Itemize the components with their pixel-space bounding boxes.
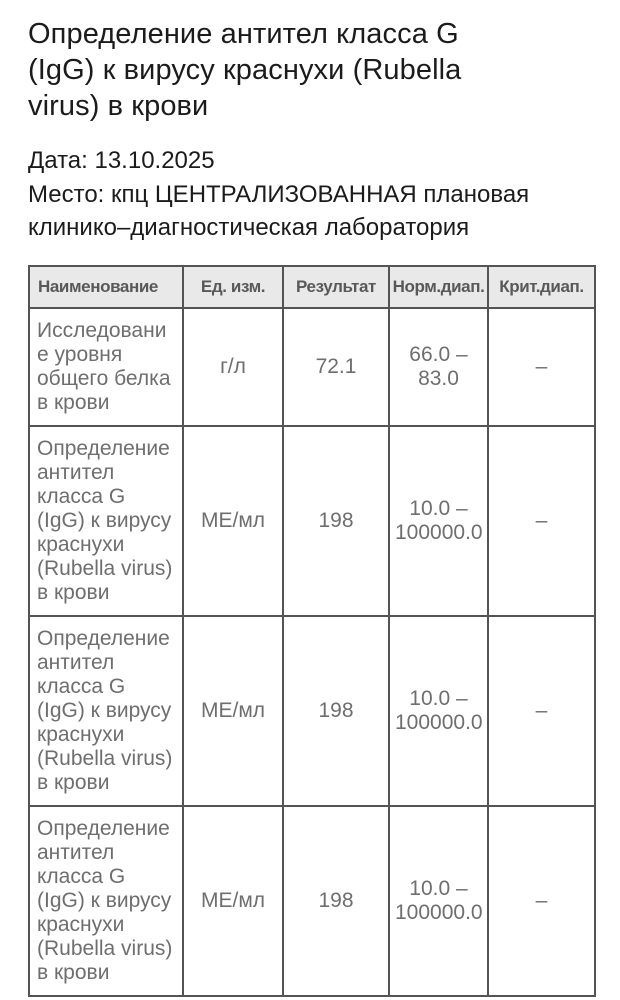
cell-crit-range: –: [488, 308, 595, 426]
cell-name: Определение антител класса G (IgG) к вирусу краснухи (Rubella virus) в крови: [29, 426, 183, 616]
cell-result: 198: [283, 616, 389, 806]
header-norm-range: Норм.диап.: [389, 266, 488, 308]
cell-norm-range: 66.0 – 83.0: [389, 308, 488, 426]
cell-result: 198: [283, 806, 389, 996]
report-meta: [28, 144, 594, 244]
cell-unit: МЕ/мл: [183, 426, 283, 616]
cell-name: Определение антител класса G (IgG) к вирусу краснухи (Rubella virus) в крови: [29, 806, 183, 996]
cell-crit-range: –: [488, 806, 595, 996]
header-crit-range: Крит.диап.: [488, 266, 595, 308]
header-name: Наименование: [29, 266, 183, 308]
cell-crit-range: –: [488, 426, 595, 616]
table-row: [29, 308, 595, 426]
cell-crit-range: –: [488, 616, 595, 806]
cell-name: Определение антител класса G (IgG) к вирусу краснухи (Rubella virus) в крови: [29, 616, 183, 806]
page-title: Определение антител класса G (IgG) к вирусу краснухи (Rubella virus) в крови: [28, 18, 462, 122]
cell-result: 72.1: [283, 308, 389, 426]
report-date: Дата: 13.10.2025: [28, 147, 215, 174]
cell-unit: МЕ/мл: [183, 806, 283, 996]
report-place: Место: кпц ЦЕНТРАЛИЗОВАННАЯ плановая клинико–диагностическая лаборатория: [28, 181, 530, 241]
table-row: [29, 616, 595, 806]
table-header-row: [29, 266, 595, 308]
header-result: Результат: [283, 266, 389, 308]
cell-result: 198: [283, 426, 389, 616]
table-row: [29, 426, 595, 616]
cell-unit: МЕ/мл: [183, 616, 283, 806]
cell-name: Исследование уровня общего белка в крови: [29, 308, 183, 426]
cell-norm-range: 10.0 – 100000.0: [389, 616, 488, 806]
cell-norm-range: 10.0 – 100000.0: [389, 426, 488, 616]
header-unit: Ед. изм.: [183, 266, 283, 308]
results-table: [28, 265, 596, 997]
cell-unit: г/л: [183, 308, 283, 426]
table-row: [29, 806, 595, 996]
cell-norm-range: 10.0 – 100000.0: [389, 806, 488, 996]
